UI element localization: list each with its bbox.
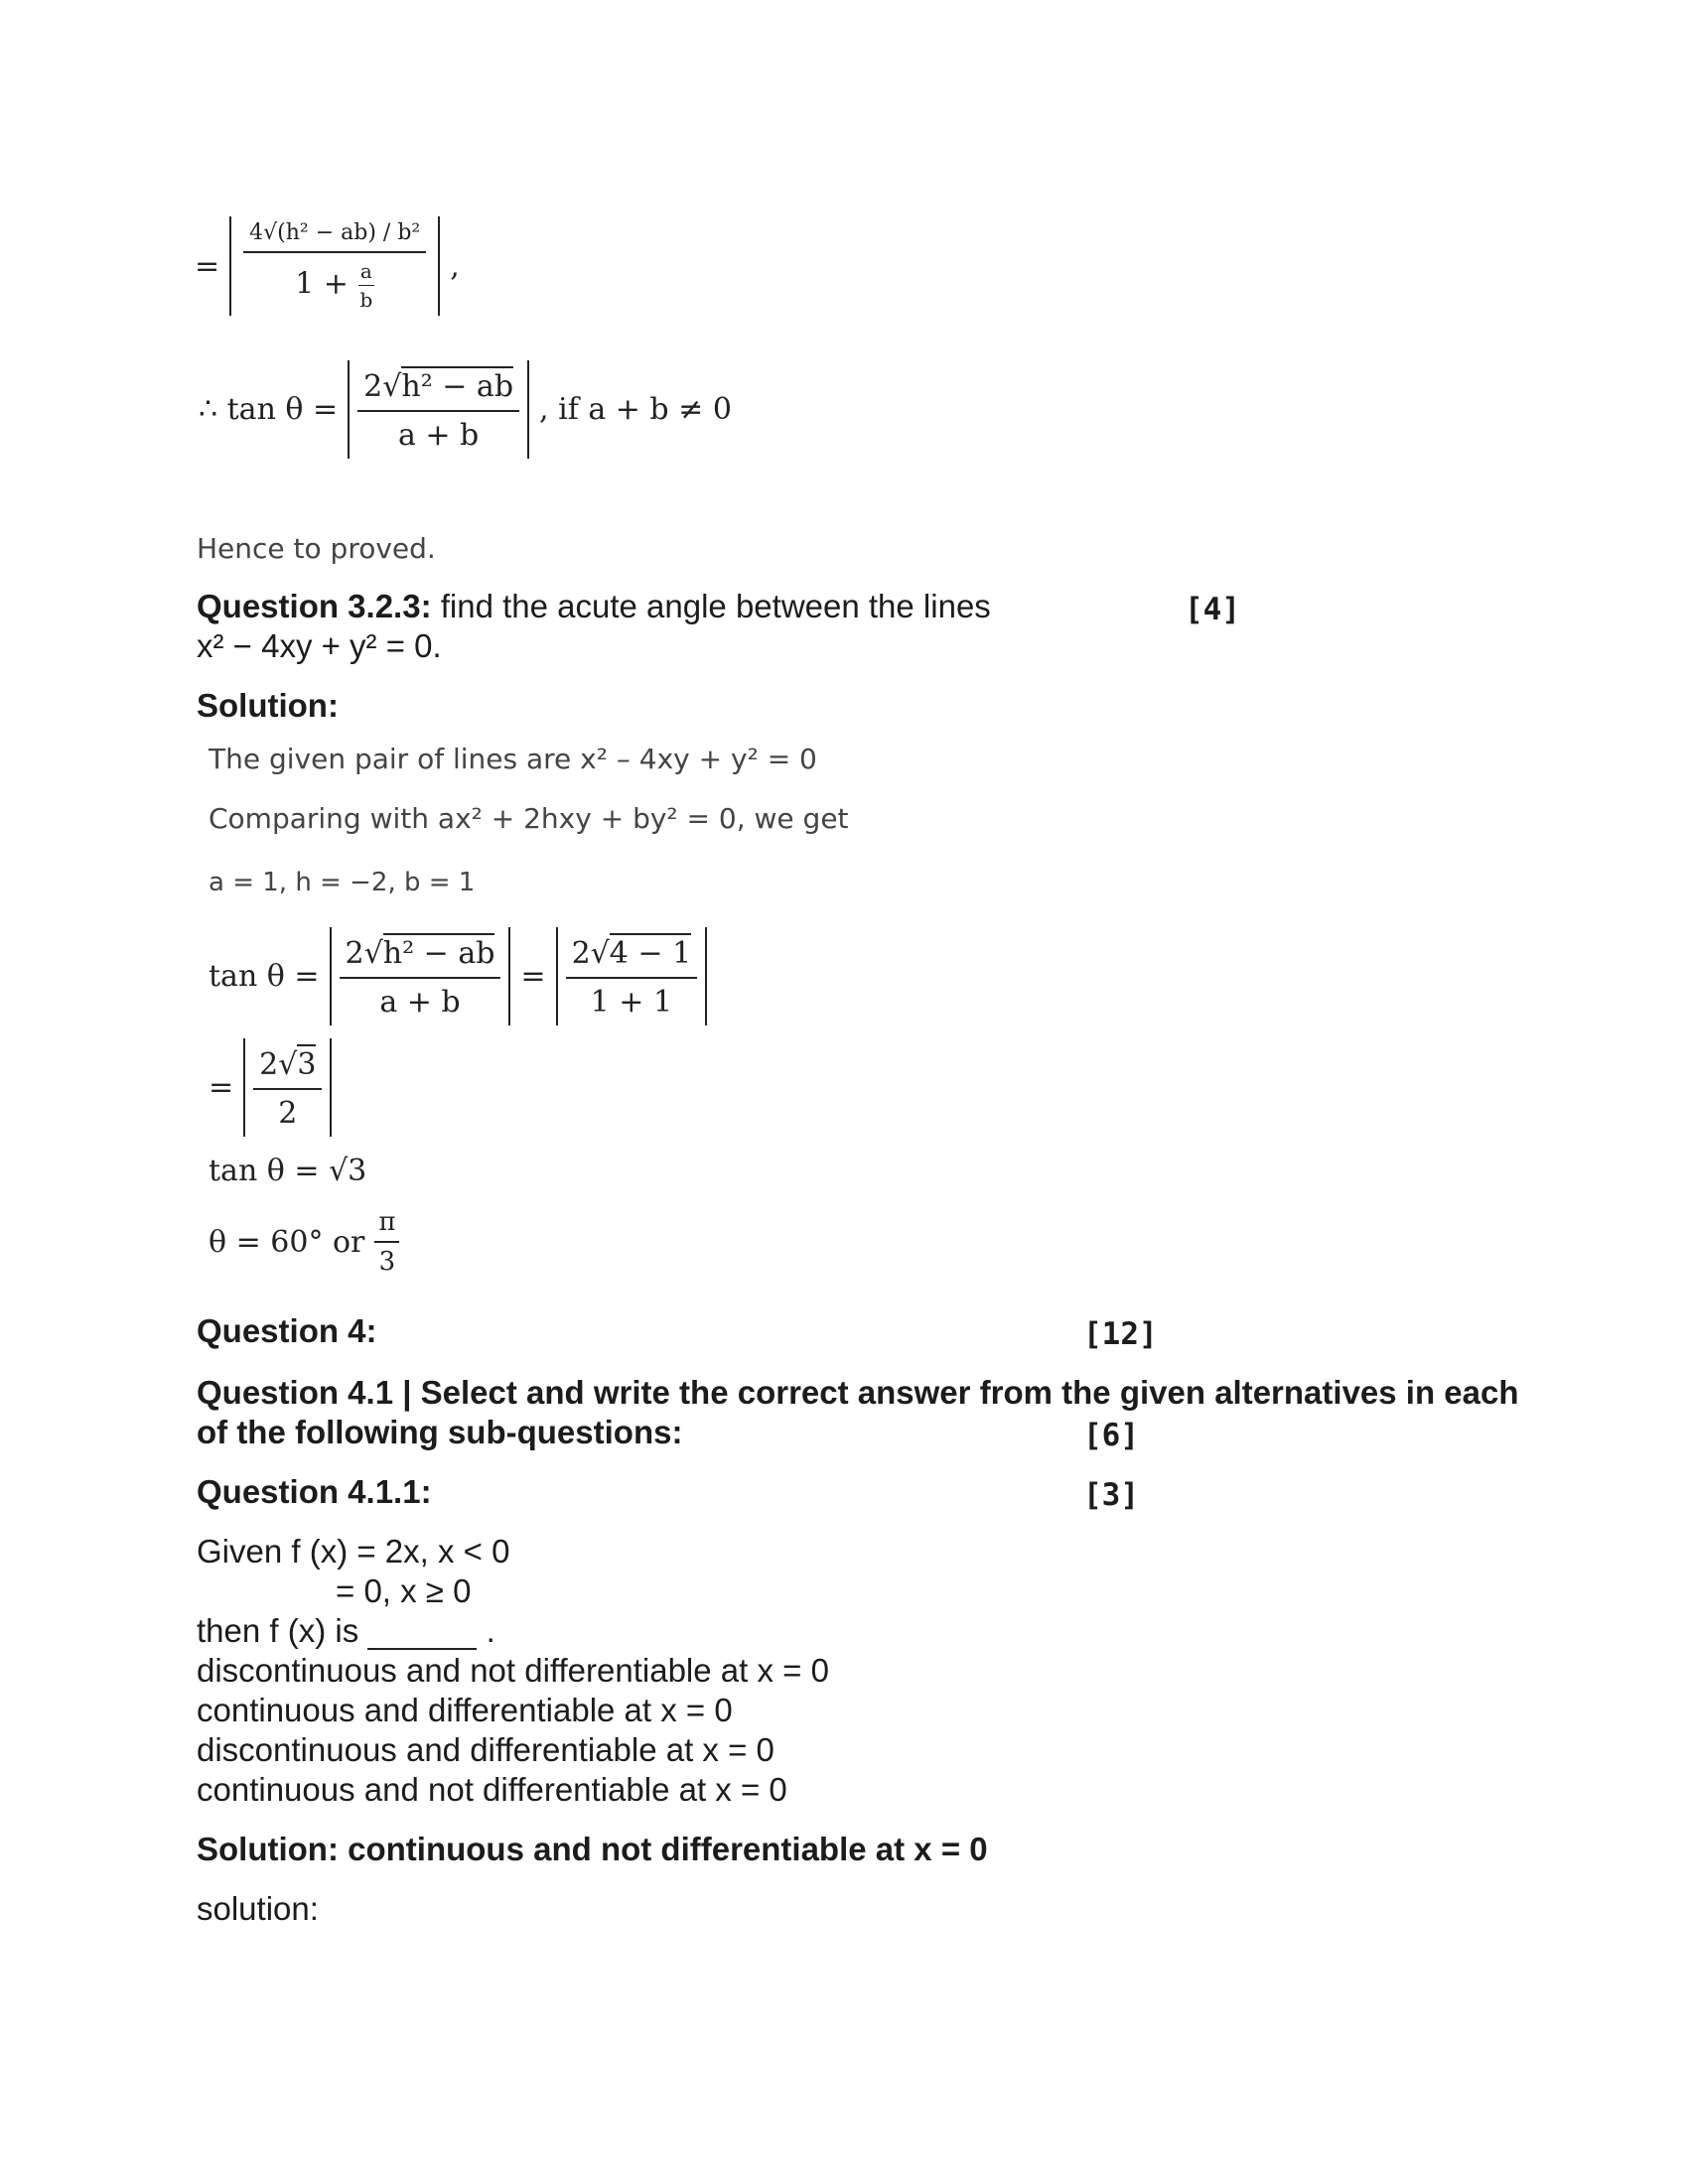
question-equation: x² − 4xy + y² = 0.	[197, 627, 442, 664]
fraction	[374, 1207, 399, 1277]
question-label: Question 3.2.3:	[197, 588, 432, 624]
then-text: then f (x) is	[197, 1612, 359, 1649]
hence-proved-text: Hence to proved.	[197, 532, 436, 565]
coefficient: 2	[571, 936, 591, 971]
coefficient: 2	[259, 1047, 279, 1082]
option-item: discontinuous and differentiable at x = 0	[197, 1731, 774, 1768]
fraction	[253, 1044, 322, 1131]
fraction	[243, 220, 426, 312]
absolute-value	[348, 360, 529, 459]
period: .	[486, 1612, 495, 1649]
given-line	[197, 1612, 495, 1650]
solution-heading: Solution:	[197, 687, 339, 724]
question-text: find the acute angle between the lines	[431, 588, 991, 624]
denominator	[289, 253, 380, 312]
numerator: 2√3	[253, 1044, 322, 1090]
tan-result: tan θ = √3	[209, 1154, 367, 1188]
answer-blank	[367, 1647, 477, 1650]
condition: , if a + b ≠ 0	[539, 392, 732, 427]
equation-abs-fraction	[195, 216, 460, 316]
numerator: 4√(h² − ab) / b²	[243, 220, 426, 253]
numerator: 2√h² − ab	[357, 366, 519, 412]
marks-badge: [3]	[1083, 1477, 1139, 1513]
solution-line: Comparing with ax² + 2hxy + by² = 0, we get	[209, 802, 849, 835]
question-4-label: Question 4:	[197, 1312, 377, 1349]
simplified-equation	[209, 1038, 332, 1137]
numerator: 2√4 − 1	[566, 933, 698, 979]
question-3-2-3	[197, 588, 991, 625]
denominator: 1 + 1	[590, 985, 673, 1020]
coefficient: 2	[345, 936, 364, 971]
given-line: Given f (x) = 2x, x < 0	[197, 1533, 510, 1570]
given-line: = 0, x ≥ 0	[336, 1572, 472, 1609]
numerator: 2√h² − ab	[340, 933, 501, 979]
option-item: discontinuous and not differentiable at x = 0	[197, 1652, 829, 1689]
equals-sign: =	[520, 959, 546, 994]
radicand: 4 − 1	[610, 933, 691, 971]
question-4-1-line: Question 4.1 | Select and write the correct answer from the given alternatives in each	[197, 1374, 1519, 1411]
small-denominator: b	[359, 288, 373, 312]
absolute-value	[229, 216, 440, 316]
theta-result	[209, 1207, 399, 1277]
theta-prefix: θ = 60° or	[209, 1224, 365, 1260]
denominator: 3	[378, 1247, 396, 1277]
fraction	[357, 366, 519, 453]
marks-badge: [12]	[1083, 1316, 1158, 1352]
option-item: continuous and not differentiable at x = 0	[197, 1771, 787, 1808]
comma: ,	[450, 248, 460, 284]
radicand: h² − ab	[383, 933, 495, 971]
equals-sign: =	[195, 248, 220, 284]
tan-prefix: tan θ =	[209, 959, 320, 994]
small-numerator: a	[358, 259, 374, 286]
denominator: a + b	[379, 985, 461, 1020]
option-item: continuous and differentiable at x = 0	[197, 1692, 733, 1728]
absolute-value	[330, 927, 511, 1025]
denominator: 2	[278, 1096, 298, 1131]
radicand: 3	[297, 1044, 316, 1082]
numerator: π	[374, 1207, 399, 1243]
marks-badge: [6]	[1083, 1418, 1139, 1453]
equals-sign: =	[209, 1070, 234, 1105]
coefficient: 2	[363, 369, 383, 404]
fraction	[566, 933, 698, 1020]
solution-line: a = 1, h = −2, b = 1	[209, 868, 476, 897]
tan-theta-equation	[209, 927, 707, 1025]
equation-tan-theta	[199, 360, 732, 459]
denominator-lead: 1 +	[295, 266, 349, 302]
answer-text: Solution: continuous and not differentiable at x = 0	[197, 1831, 988, 1867]
denominator: a + b	[397, 418, 480, 453]
fraction	[340, 933, 501, 1020]
small-fraction	[357, 259, 374, 312]
question-4-1-1-label: Question 4.1.1:	[197, 1473, 432, 1510]
absolute-value	[243, 1038, 332, 1137]
tan-prefix: ∴ tan θ =	[199, 392, 339, 427]
solution-line: The given pair of lines are x² – 4xy + y² = 0	[209, 743, 817, 775]
question-4-1-line: of the following sub-questions:	[197, 1414, 683, 1450]
radicand: h² − ab	[401, 366, 513, 404]
marks-badge: [4]	[1185, 592, 1240, 627]
absolute-value	[556, 927, 708, 1025]
solution-lower-heading: solution:	[197, 1890, 319, 1927]
